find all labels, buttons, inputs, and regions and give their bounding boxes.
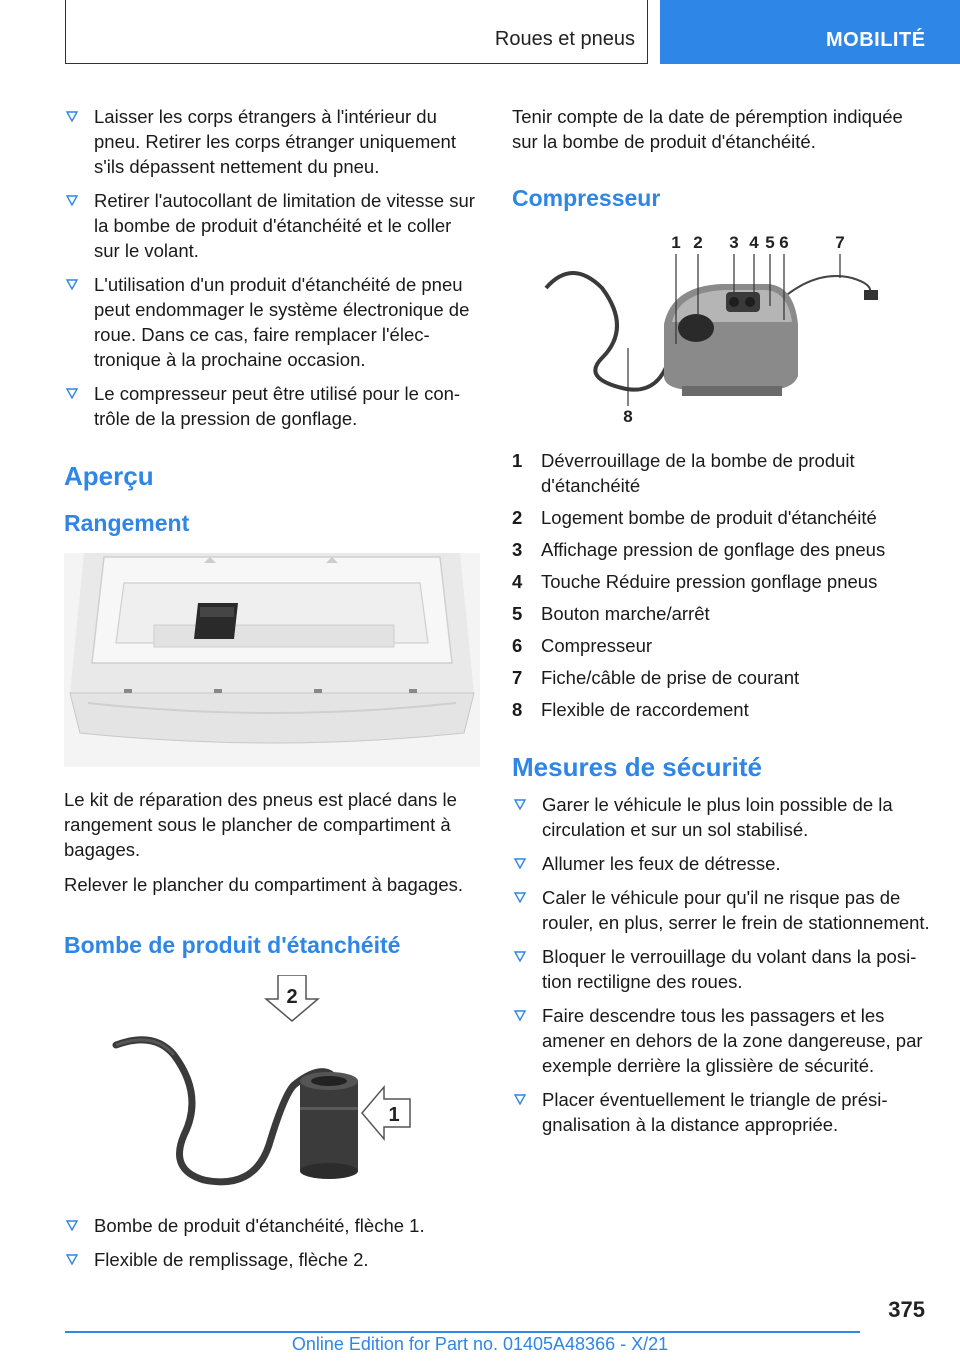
list-item: 2 Logement bombe de produit d'étanchéité	[512, 507, 877, 528]
list-item: Caler le véhicule pour qu'il ne risque pas de rouler, en plus, serrer le frein de stationnement.	[512, 885, 930, 935]
heading-compresseur: Compresseur	[512, 185, 661, 211]
figure-label: 6	[779, 233, 789, 252]
figure-label: 2	[286, 986, 298, 1008]
list-item: Le compresseur peut être utilisé pour le contrôle de la pression de gonflage.	[64, 381, 482, 431]
bullet-list-top	[64, 104, 482, 431]
sealant-bottle-image	[64, 975, 480, 1195]
triangle-bullet-icon	[66, 111, 78, 122]
figure-label: 4	[749, 233, 759, 252]
triangle-bullet-icon	[66, 388, 78, 399]
triangle-bullet-icon	[514, 799, 526, 810]
list-item: 5 Bouton marche/arrêt	[512, 603, 710, 624]
figure-label: 3	[729, 233, 739, 252]
header-chapter-tab[interactable]	[660, 0, 960, 64]
bullet-list-bombe	[64, 1213, 482, 1272]
figure-label: 5	[765, 233, 775, 252]
triangle-bullet-icon	[66, 279, 78, 290]
heading-securite: Mesures de sécurité	[512, 752, 763, 782]
triangle-bullet-icon	[514, 951, 526, 962]
page-number: 375	[888, 1297, 925, 1322]
figure-label: 1	[388, 1104, 400, 1126]
figure-label: 7	[835, 233, 845, 252]
list-item: 8 Flexible de raccordement	[512, 699, 749, 720]
header-chapter-title: MOBILITÉ	[826, 29, 926, 51]
heading-rangement: Rangement	[64, 510, 190, 536]
triangle-bullet-icon	[514, 1010, 526, 1021]
rangement-paragraph-2: Relever le plancher du compartiment à bagages.	[64, 874, 464, 895]
header-section-title: Roues et pneus	[494, 28, 635, 50]
triangle-bullet-icon	[66, 1220, 78, 1231]
compressor-image	[512, 228, 928, 428]
footer-divider	[65, 1331, 860, 1333]
list-item: Laisser les corps étrangers à l'intérieur du pneu. Retirer les corps étranger uniquement s'ils dépassent nettement du pneu.	[64, 104, 482, 179]
triangle-bullet-icon	[514, 858, 526, 869]
list-item: Garer le véhicule le plus loin possible de la circulation et sur un sol stabilisé.	[512, 792, 930, 842]
list-item: Allumer les feux de détresse.	[512, 851, 930, 876]
rangement-paragraph-1: Le kit de réparation des pneus est placé dans le rangement sous le plancher de compartiment à bagages.	[64, 789, 457, 860]
list-item: 1 Déverrouillage de la bombe de produit d'étanchéité	[512, 450, 855, 496]
left-column	[64, 104, 482, 1281]
parts-list	[512, 448, 930, 722]
list-item: Bombe de produit d'étanchéité, flèche 1.	[64, 1213, 482, 1238]
triangle-bullet-icon	[66, 195, 78, 206]
header-section-box	[65, 0, 648, 64]
figure-label: 1	[671, 233, 681, 252]
list-item: Retirer l'autocollant de limitation de vitesse sur la bombe de produit d'étanchéité et le coller sur le volant.	[64, 188, 482, 263]
intro-paragraph: Tenir compte de la date de péremption indiquée sur la bombe de produit d'étanchéité.	[512, 106, 903, 152]
trunk-storage-image	[64, 553, 480, 767]
list-item: 4 Touche Réduire pression gonflage pneus	[512, 571, 878, 592]
triangle-bullet-icon	[514, 1094, 526, 1105]
figure-label: 2	[693, 233, 703, 252]
heading-apercu: Aperçu	[64, 461, 154, 491]
figure-label: 8	[623, 407, 633, 426]
triangle-bullet-icon	[514, 892, 526, 903]
heading-bombe: Bombe de produit d'étanchéité	[64, 932, 401, 958]
list-item: L'utilisation d'un produit d'étanchéité de pneu peut endommager le système électronique de roue. Dans ce cas, faire remplacer l'électronique à la prochaine occasion.	[64, 272, 482, 372]
triangle-bullet-icon	[66, 1254, 78, 1265]
right-column	[512, 104, 930, 1146]
list-item: Bloquer le verrouillage du volant dans la position rectiligne des roues.	[512, 944, 930, 994]
list-item: 7 Fiche/câble de prise de courant	[512, 667, 800, 688]
list-item: Faire descendre tous les passagers et les amener en dehors de la zone dangereuse, par exemple derrière la glissière de sécurité.	[512, 1003, 930, 1078]
bullet-list-securite	[512, 792, 930, 1137]
footer-edition: Online Edition for Part no. 01405A48366 - X/21	[291, 1334, 669, 1354]
list-item: Placer éventuellement le triangle de présignalisation à la distance appropriée.	[512, 1087, 930, 1137]
list-item: 3 Affichage pression de gonflage des pneus	[512, 539, 886, 560]
list-item: Flexible de remplissage, flèche 2.	[64, 1247, 482, 1272]
list-item: 6 Compresseur	[512, 635, 653, 656]
